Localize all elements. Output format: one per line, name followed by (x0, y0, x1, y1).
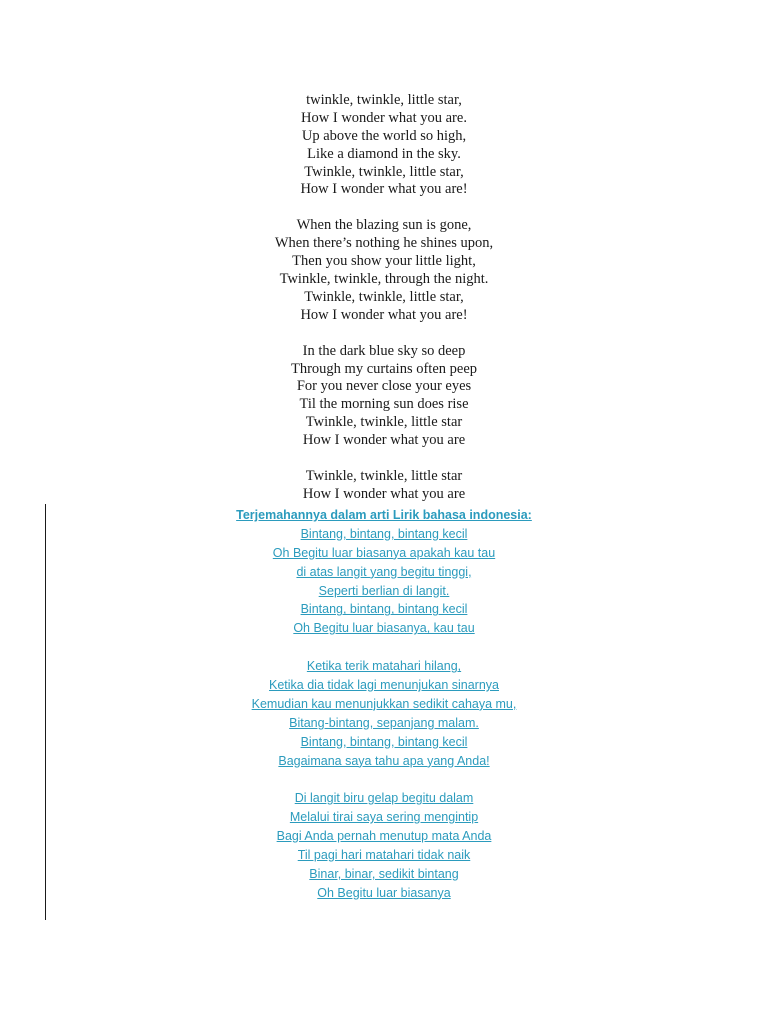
lyric-line: How I wonder what you are (302, 485, 466, 502)
translation-line[interactable]: Melalui tirai saya sering mengintip (289, 810, 479, 825)
translation-heading[interactable]: Terjemahannya dalam arti Lirik bahasa indonesia: (236, 508, 532, 522)
lyric-line: Up above the world so high, (301, 127, 467, 144)
lyric-line: Through my curtains often peep (290, 360, 478, 377)
translation-line[interactable]: Ketika terik matahari hilang, (306, 659, 462, 674)
lyric-line: Twinkle, twinkle, little star (305, 414, 463, 431)
lyric-line: Twinkle, twinkle, little star (305, 468, 463, 485)
english-verse-3 (0, 343, 768, 450)
translation-line[interactable]: Oh Begitu luar biasanya, kau tau (293, 621, 475, 636)
translation-line[interactable]: Di langit biru gelap begitu dalam (294, 791, 474, 806)
lyric-line: How I wonder what you are (302, 432, 466, 449)
lyric-line: Til the morning sun does rise (299, 396, 469, 413)
lyric-line: Like a diamond in the sky. (307, 145, 461, 162)
lyric-line: Twinkle, twinkle, little star, (304, 163, 464, 180)
translation-line[interactable]: Bintang, bintang, bintang kecil (300, 526, 468, 541)
lyric-line: Then you show your little light, (292, 253, 476, 270)
lyric-line: When the blazing sun is gone, (296, 217, 472, 234)
translation-line[interactable]: Kemudian kau menunjukkan sedikit cahaya mu, (251, 696, 517, 711)
translation-line[interactable]: Oh Begitu luar biasanya (317, 885, 451, 900)
translation-line[interactable]: Bagaimana saya tahu apa yang Anda! (278, 753, 490, 768)
indonesian-verse-3 (0, 789, 768, 902)
stanza-gap (0, 450, 768, 468)
stanza-gap (0, 325, 768, 343)
lyric-line: twinkle, twinkle, little star, (306, 92, 462, 108)
lyric-line: When there’s nothing he shines upon, (274, 235, 494, 252)
translation-line[interactable]: Bintang, bintang, bintang kecil (300, 734, 468, 749)
lyric-line: How I wonder what you are. (301, 109, 467, 126)
lyric-line: In the dark blue sky so deep (302, 342, 466, 359)
english-verse-2 (0, 217, 768, 324)
translation-line[interactable]: Oh Begitu luar biasanya apakah kau tau (272, 545, 496, 560)
indonesian-translation (0, 506, 768, 903)
translation-line[interactable]: Bintang, bintang, bintang kecil (300, 602, 468, 617)
lyric-line: Twinkle, twinkle, little star, (304, 288, 464, 305)
indonesian-verse-1 (0, 525, 768, 638)
stanza-gap (0, 199, 768, 217)
english-verse-1 (0, 92, 768, 199)
english-verse-4 (0, 468, 768, 504)
lyric-line: For you never close your eyes (296, 378, 472, 395)
translation-line[interactable]: Binar, binar, sedikit bintang (309, 866, 459, 881)
indonesian-verse-2 (0, 657, 768, 770)
translation-line[interactable]: Bitang-bintang, sepanjang malam. (289, 715, 479, 730)
lyric-line: How I wonder what you are! (300, 306, 468, 323)
translation-line[interactable]: Ketika dia tidak lagi menunjukan sinarnya (269, 678, 499, 693)
english-lyrics (0, 92, 768, 504)
translation-line[interactable]: Bagi Anda pernah menutup mata Anda (276, 829, 492, 844)
lyric-line: Twinkle, twinkle, through the night. (279, 271, 489, 288)
translation-line[interactable]: Seperti berlian di langit. (318, 583, 450, 598)
stanza-gap (0, 638, 768, 657)
lyric-line: How I wonder what you are! (300, 181, 468, 198)
translation-line[interactable]: Til pagi hari matahari tidak naik (297, 848, 471, 863)
stanza-gap (0, 770, 768, 789)
translation-line[interactable]: di atas langit yang begitu tinggi, (296, 564, 472, 579)
